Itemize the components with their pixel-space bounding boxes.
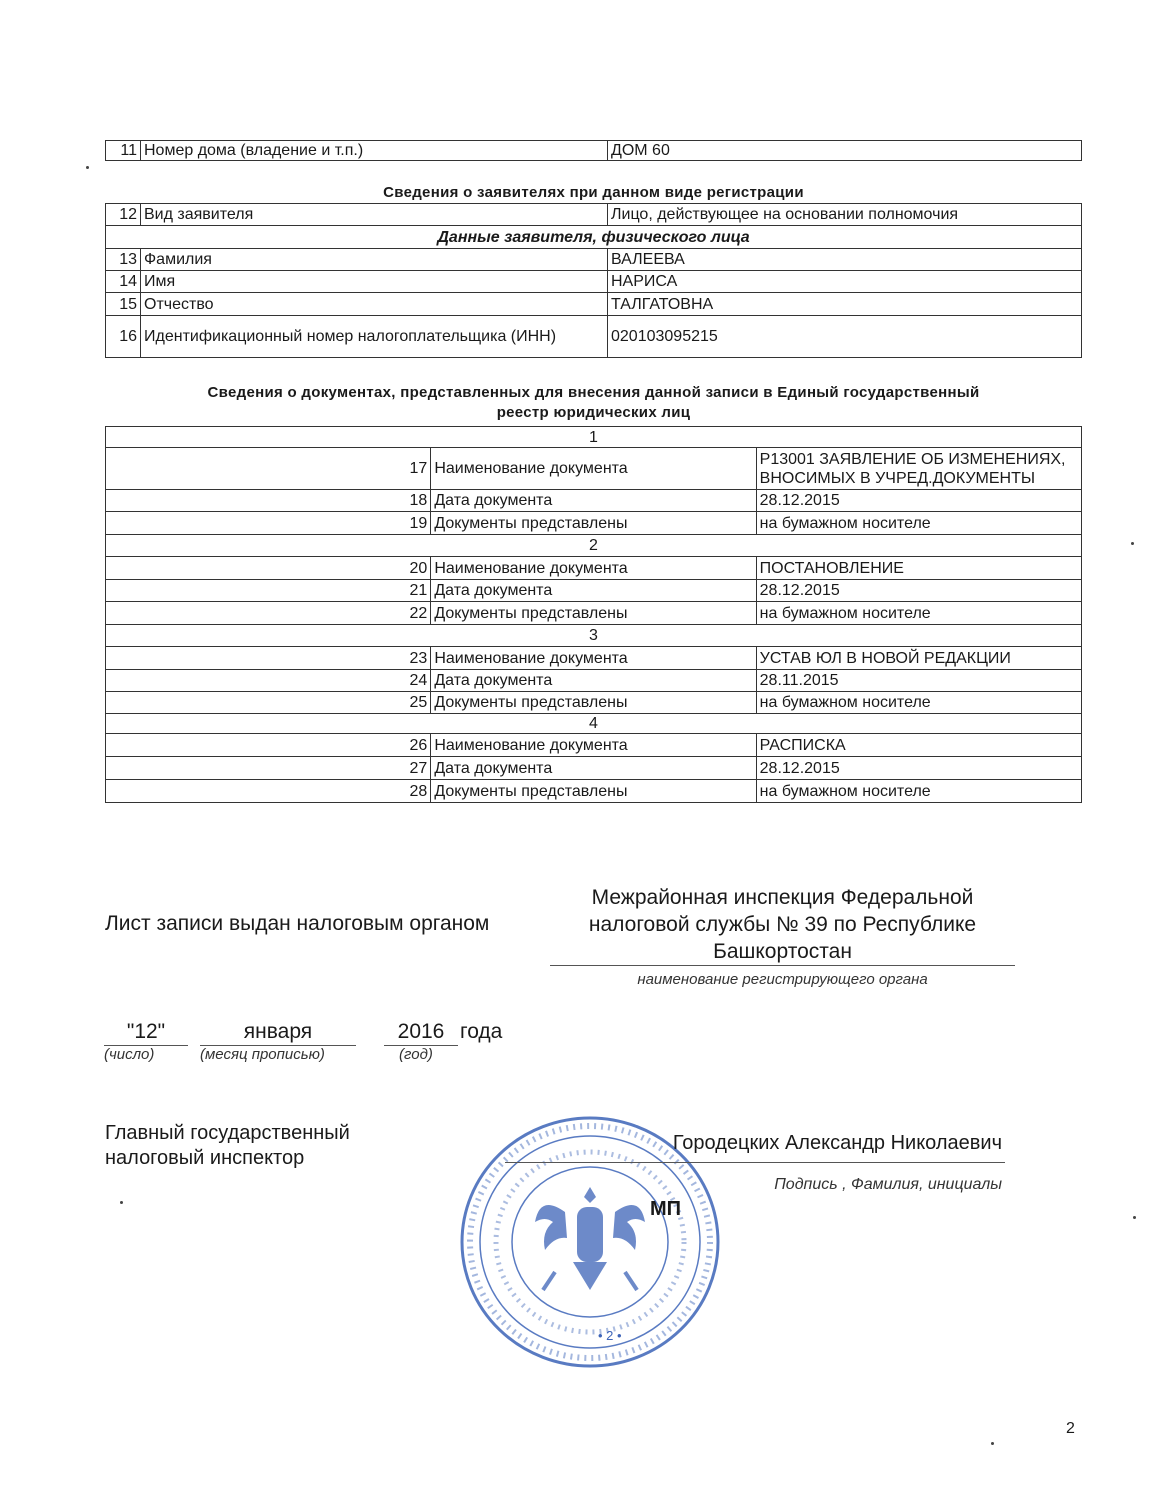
row-number: 28	[106, 780, 431, 803]
scan-speck	[120, 1201, 123, 1204]
date-year-suffix: года	[460, 1020, 503, 1043]
authority-line: Башкортостан	[713, 940, 852, 963]
row-number: 27	[106, 757, 431, 780]
position-line: Главный государственный	[105, 1122, 350, 1144]
scan-speck	[991, 1442, 994, 1445]
group-index: 1	[106, 427, 1082, 448]
page-number: 2	[1066, 1420, 1075, 1437]
stamp-number: • 2 •	[598, 1328, 622, 1343]
row-value: НАРИСА	[608, 271, 1082, 293]
row-label: Фамилия	[141, 249, 608, 271]
signature-caption: Подпись , Фамилия, инициалы	[774, 1176, 1002, 1193]
row-value: 28.12.2015	[756, 580, 1081, 602]
row-number: 22	[106, 602, 431, 625]
row-number: 12	[106, 204, 141, 226]
row-label: Номер дома (владение и т.п.)	[141, 141, 608, 161]
row-label: Дата документа	[431, 670, 756, 692]
row-label: Документы представлены	[431, 780, 756, 803]
row-value: на бумажном носителе	[756, 780, 1081, 803]
row-value: 020103095215	[608, 316, 1082, 358]
address-table	[105, 140, 1082, 161]
row-value: на бумажном носителе	[756, 692, 1081, 714]
row-number: 20	[106, 557, 431, 580]
group-index: 3	[106, 625, 1082, 647]
authority-underline	[550, 965, 1015, 966]
row-label: Имя	[141, 271, 608, 293]
row-number: 14	[106, 271, 141, 293]
authority-caption: наименование регистрирующего органа	[637, 971, 928, 988]
row-value: на бумажном носителе	[756, 512, 1081, 535]
row-number: 16	[106, 316, 141, 358]
signature-underline	[505, 1162, 1005, 1163]
group-index: 4	[106, 714, 1082, 734]
row-label: Документы представлены	[431, 512, 756, 535]
authority-line: Межрайонная инспекция Федеральной	[591, 886, 974, 909]
row-label: Наименование документа	[431, 448, 756, 490]
date-year-caption: (год)	[399, 1046, 433, 1063]
row-label: Дата документа	[431, 757, 756, 780]
row-value: УСТАВ ЮЛ В НОВОЙ РЕДАКЦИИ	[756, 647, 1081, 670]
row-label: Вид заявителя	[141, 204, 608, 226]
row-value: 28.12.2015	[756, 757, 1081, 780]
date-day-caption: (число)	[104, 1046, 155, 1063]
row-number: 26	[106, 734, 431, 757]
date-month-caption: (месяц прописью)	[200, 1046, 325, 1063]
row-number: 13	[106, 249, 141, 271]
row-value: ДОМ 60	[608, 141, 1082, 161]
row-number: 25	[106, 692, 431, 714]
row-number: 18	[106, 490, 431, 512]
row-value: ТАЛГАТОВНА	[608, 293, 1082, 316]
issued-label: Лист записи выдан налоговым органом	[105, 912, 490, 935]
row-number: 11	[106, 141, 141, 161]
row-label: Наименование документа	[431, 557, 756, 580]
applicant-subtitle: Данные заявителя, физического лица	[106, 226, 1082, 249]
applicants-table	[105, 203, 1082, 358]
row-label: Идентификационный номер налогоплательщика (ИНН)	[141, 316, 608, 358]
row-label: Дата документа	[431, 580, 756, 602]
row-value: Лицо, действующее на основании полномочия	[608, 204, 1082, 226]
applicants-title: Сведения о заявителях при данном виде регистрации	[383, 184, 804, 201]
row-value: Р13001 ЗАЯВЛЕНИЕ ОБ ИЗМЕНЕНИЯХ, ВНОСИМЫХ В УЧРЕД.ДОКУМЕНТЫ	[756, 448, 1081, 490]
authority-name	[550, 884, 1015, 965]
documents-title-line1: Сведения о документах, представленных для внесения данной записи в Единый государственный	[207, 384, 980, 401]
row-value: ПОСТАНОВЛЕНИЕ	[756, 557, 1081, 580]
eagle-emblem-icon	[535, 1187, 645, 1290]
authority-line: налоговой службы № 39 по Республике	[588, 913, 977, 936]
inspector-name: Городецких Александр Николаевич	[672, 1132, 1002, 1154]
row-value: РАСПИСКА	[756, 734, 1081, 757]
documents-table	[105, 426, 1082, 803]
inspector-position	[105, 1121, 350, 1171]
mp-mark: МП	[650, 1198, 682, 1220]
row-number: 19	[106, 512, 431, 535]
date-year: 2016	[397, 1020, 445, 1043]
row-number: 24	[106, 670, 431, 692]
row-value: на бумажном носителе	[756, 602, 1081, 625]
row-number: 21	[106, 580, 431, 602]
row-value: 28.12.2015	[756, 490, 1081, 512]
row-label: Наименование документа	[431, 647, 756, 670]
row-label: Отчество	[141, 293, 608, 316]
scan-speck	[1133, 1216, 1136, 1219]
row-number: 15	[106, 293, 141, 316]
scan-speck	[86, 166, 89, 169]
documents-title-line2: реестр юридических лиц	[496, 404, 691, 421]
row-value: 28.11.2015	[756, 670, 1081, 692]
row-number: 23	[106, 647, 431, 670]
row-label: Дата документа	[431, 490, 756, 512]
scan-speck	[1131, 542, 1134, 545]
row-number: 17	[106, 448, 431, 490]
group-index: 2	[106, 535, 1082, 557]
row-label: Наименование документа	[431, 734, 756, 757]
date-month: января	[243, 1020, 313, 1043]
position-line: налоговый инспектор	[105, 1147, 305, 1169]
row-label: Документы представлены	[431, 602, 756, 625]
date-day: "12"	[126, 1020, 166, 1043]
row-label: Документы представлены	[431, 692, 756, 714]
row-value: ВАЛЕЕВА	[608, 249, 1082, 271]
